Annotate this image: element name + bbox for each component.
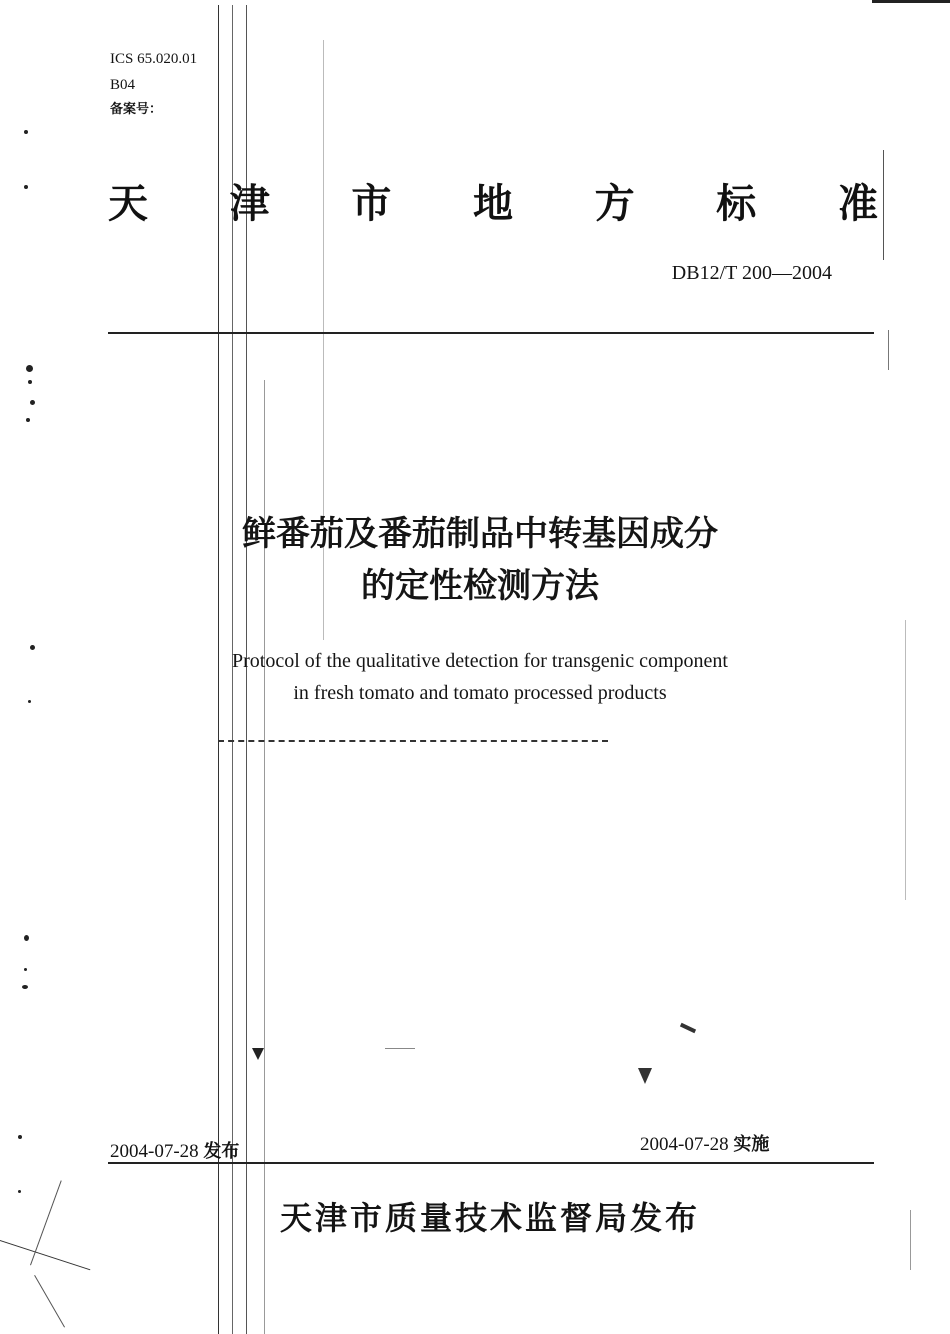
scan-mark (638, 1068, 652, 1084)
issue-date-value: 2004-07-28 (110, 1141, 199, 1162)
top-divider (108, 332, 874, 334)
title-underline (218, 740, 608, 742)
scan-speck (24, 935, 29, 941)
scan-speck (24, 130, 28, 134)
issue-date (110, 1137, 239, 1163)
standard-type-char: 准 (837, 181, 878, 227)
scan-edge-mark (872, 0, 950, 13)
standard-type-char: 天 (108, 181, 148, 227)
record-number-label: 备案号： (110, 102, 163, 117)
title-en-line1: Protocol of the qualitative detection for transgenic component (232, 650, 728, 672)
standard-code: DB12/T 200—2004 (671, 262, 832, 284)
scan-mark (0, 1240, 90, 1270)
scan-mark (252, 1048, 264, 1060)
title-cn-line1: 鲜番茄及番茄制品中转基因成分 (242, 514, 718, 554)
scan-speck (26, 365, 33, 372)
scan-speck (28, 380, 32, 384)
scan-mark (680, 1023, 696, 1033)
title-cn-line2: 的定性检测方法 (361, 566, 599, 606)
bottom-divider (108, 1162, 874, 1164)
effective-date (640, 1130, 769, 1156)
standard-type-char: 方 (594, 181, 635, 227)
scan-speck (18, 1135, 22, 1139)
scan-line (883, 150, 884, 260)
scan-speck (22, 985, 28, 989)
standard-type-char: 标 (716, 181, 757, 227)
standard-type-char: 津 (229, 181, 270, 227)
ics-code: ICS 65.020.01 (110, 51, 198, 67)
category-code: B04 (110, 77, 136, 93)
effective-date-label: 实施 (733, 1134, 770, 1155)
scan-mark (34, 1275, 65, 1327)
standard-type-char: 地 (472, 181, 513, 227)
scan-mark (385, 1048, 415, 1049)
scan-speck (26, 418, 30, 422)
scan-speck (24, 968, 27, 971)
scan-line (888, 330, 889, 370)
effective-date-value: 2004-07-28 (640, 1134, 729, 1155)
publisher: 天津市质量技术监督局发布 (279, 1199, 700, 1237)
title-en-line2: in fresh tomato and tomato processed products (293, 682, 667, 704)
standard-type-char: 市 (351, 181, 392, 227)
issue-date-label: 发布 (203, 1141, 240, 1162)
scan-speck (30, 400, 35, 405)
standard-type-heading (108, 178, 878, 230)
scan-speck (24, 185, 28, 189)
